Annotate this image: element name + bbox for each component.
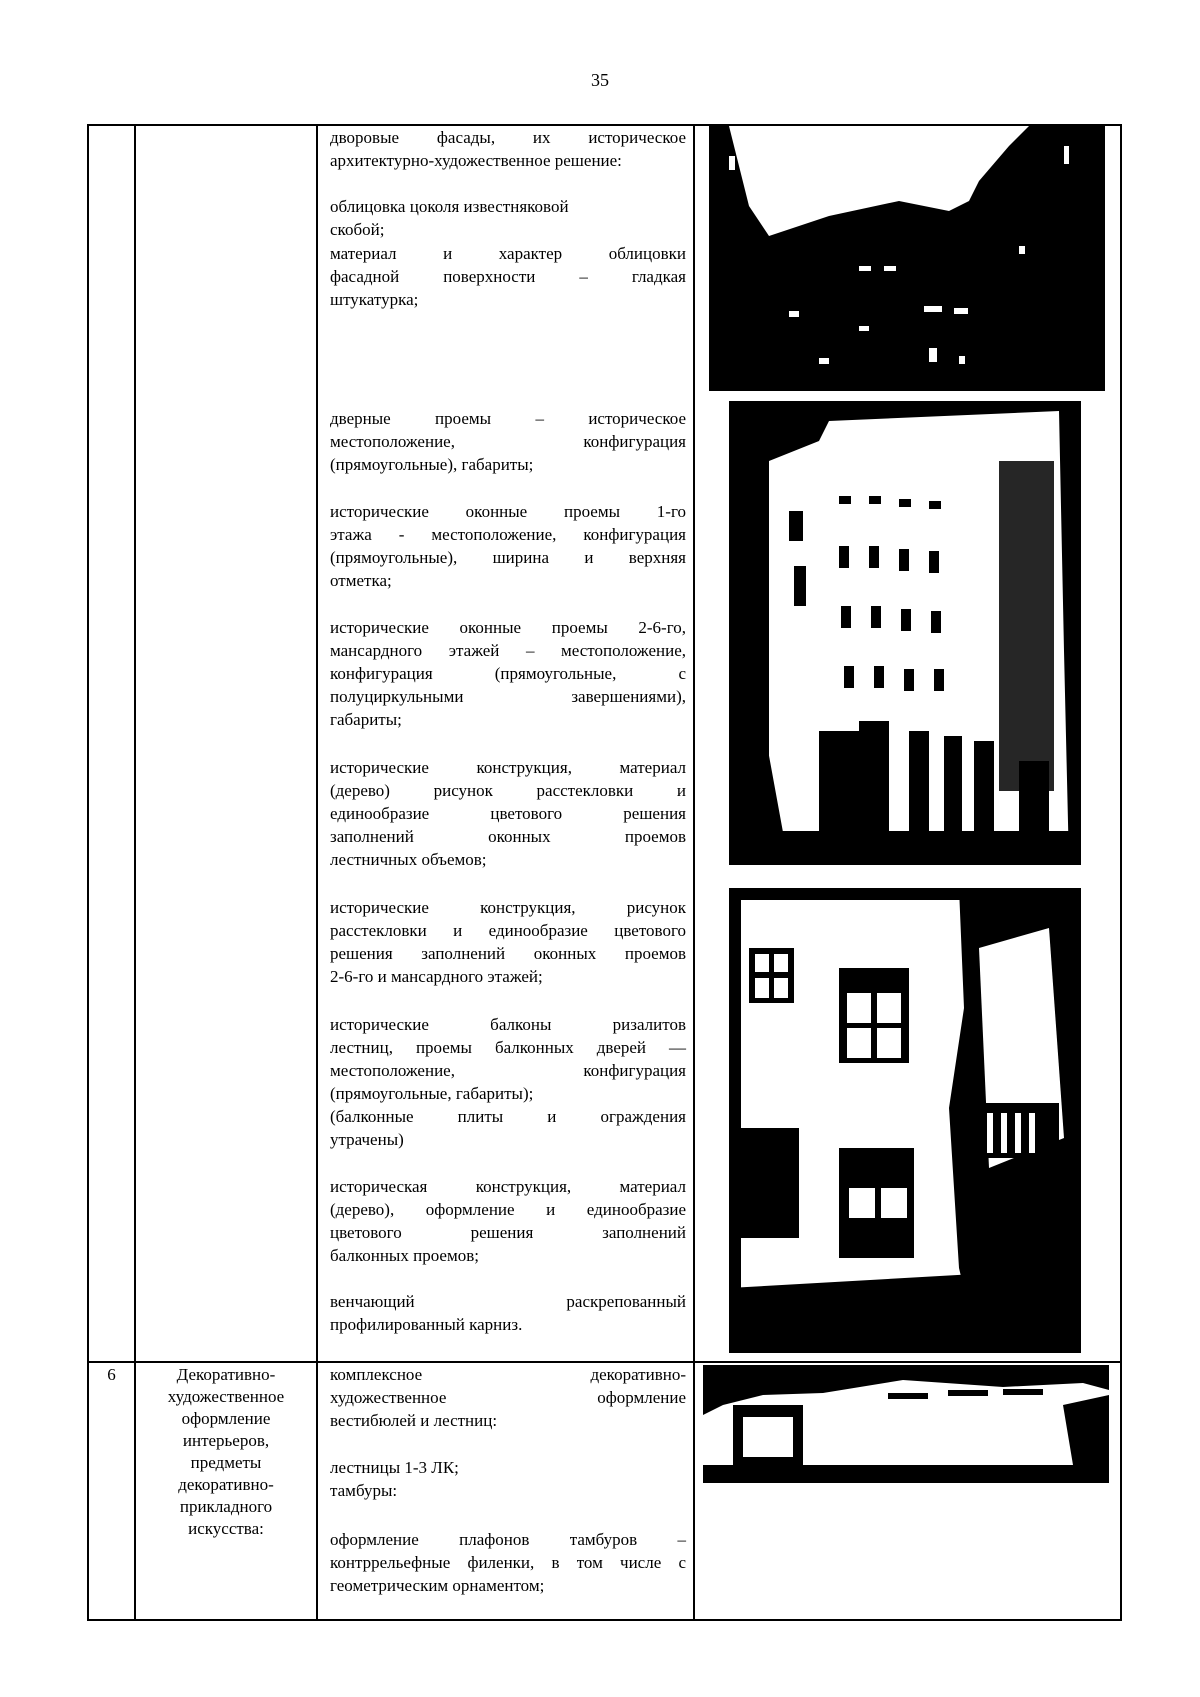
text-line: контррельефные филенки, в том числе с (330, 1553, 686, 1572)
text-line: решения заполнений оконных проемов (330, 944, 686, 963)
text-line: лестницы 1-3 ЛК; (330, 1458, 459, 1477)
text-line: местоположение, конфигурация (330, 1061, 686, 1080)
category-line: декоративно- (178, 1475, 274, 1494)
row5-text-block (330, 126, 686, 172)
category-cell (136, 1364, 316, 1540)
category-line: искусства: (188, 1519, 264, 1538)
photo-courtyard-balconies (729, 888, 1081, 1353)
row5-text-block (330, 1013, 686, 1105)
text-line: этажа - местоположение, конфигурация (330, 525, 686, 544)
category-line: оформление (181, 1409, 271, 1428)
row5-text-block (330, 242, 686, 311)
text-line: исторические балконы ризалитов (330, 1015, 686, 1034)
paragraph: дворовые фасады, их историческое (330, 128, 686, 147)
row-number: 6 (107, 1365, 116, 1384)
row5-text-block (330, 756, 686, 871)
photo-courtyard-facade-top (709, 126, 1105, 391)
text-line: единообразие цветового решения (330, 804, 686, 823)
row5-text-block (330, 1105, 686, 1151)
text-line: (дерево) рисунок расстекловки и (330, 781, 686, 800)
text-line: цветового решения заполнений (330, 1223, 686, 1242)
column-divider (693, 124, 695, 1621)
text-line: лестничных объемов; (330, 850, 487, 869)
text-line: местоположение, конфигурация (330, 432, 686, 451)
text-line: утрачены) (330, 1130, 404, 1149)
text-line: комплексное декоративно- (330, 1365, 686, 1384)
text-line: (прямоугольные), ширина и верхняя (330, 548, 686, 567)
text-line: исторические оконные проемы 2-6-го, (330, 618, 686, 637)
text-line: геометрическим орнаментом; (330, 1576, 545, 1595)
category-line: предметы (190, 1453, 262, 1472)
text-line: художественное оформление (330, 1388, 686, 1407)
text-line: штукатурка; (330, 290, 419, 309)
text-line: венчающий раскрепованный (330, 1292, 686, 1311)
text-line: тамбуры: (330, 1481, 398, 1500)
photo-courtyard-well (729, 401, 1081, 865)
text-line: 2-6-го и мансардного этажей; (330, 967, 543, 986)
category-line: интерьеров, (182, 1431, 270, 1450)
paragraph: архитектурно-художественное решение: (330, 151, 622, 170)
text-line: историческая конструкция, материал (330, 1177, 686, 1196)
row5-text-block (330, 407, 686, 476)
row6-text-block (330, 1528, 686, 1597)
text-line: исторические конструкция, материал (330, 758, 686, 777)
row5-text-block (330, 1175, 686, 1267)
row5-text-block (330, 896, 686, 988)
table-left-border (87, 124, 89, 1621)
text-line: фасадной поверхности – гладкая (330, 267, 686, 286)
row5-text-block (330, 500, 686, 592)
paragraph: скобой; (330, 220, 385, 239)
text-line: исторические оконные проемы 1-го (330, 502, 686, 521)
text-line: лестниц, проемы балконных дверей — (330, 1038, 686, 1057)
row6-text-block (330, 1456, 686, 1502)
text-line: оформление плафонов тамбуров – (330, 1530, 686, 1549)
text-line: исторические конструкция, рисунок (330, 898, 686, 917)
category-line: Декоративно- (176, 1365, 276, 1384)
text-line: вестибюлей и лестниц: (330, 1411, 498, 1430)
category-line: художественное (167, 1387, 285, 1406)
text-line: (прямоугольные), габариты; (330, 455, 534, 474)
photo-interior-ceiling (703, 1365, 1109, 1483)
page-number: 35 (591, 70, 609, 90)
text-line: мансардного этажей – местоположение, (330, 641, 686, 660)
row5-text-block (330, 616, 686, 731)
text-line: (балконные плиты и ограждения (330, 1107, 686, 1126)
text-line: конфигурация (прямоугольные, с (330, 664, 686, 683)
text-line: (дерево), оформление и единообразие (330, 1200, 686, 1219)
text-line: (прямоугольные, габариты); (330, 1084, 534, 1103)
text-line: дверные проемы – историческое (330, 409, 686, 428)
text-line: профилированный карниз. (330, 1315, 523, 1334)
text-line: отметка; (330, 571, 392, 590)
text-line: габариты; (330, 710, 402, 729)
row6-text-block (330, 1363, 686, 1432)
category-line: прикладного (179, 1497, 273, 1516)
text-line: материал и характер облицовки (330, 244, 686, 263)
column-divider (316, 124, 318, 1621)
table-right-border (1120, 124, 1122, 1621)
table-bottom-border (88, 1619, 1122, 1621)
text-line: полуциркульными завершениями), (330, 687, 686, 706)
text-line: заполнений оконных проемов (330, 827, 686, 846)
row5-text-block (330, 195, 686, 241)
row5-text-block (330, 1290, 686, 1336)
text-line: расстекловки и единообразие цветового (330, 921, 686, 940)
text-line: балконных проемов; (330, 1246, 479, 1265)
paragraph: облицовка цоколя известняковой (330, 197, 569, 216)
